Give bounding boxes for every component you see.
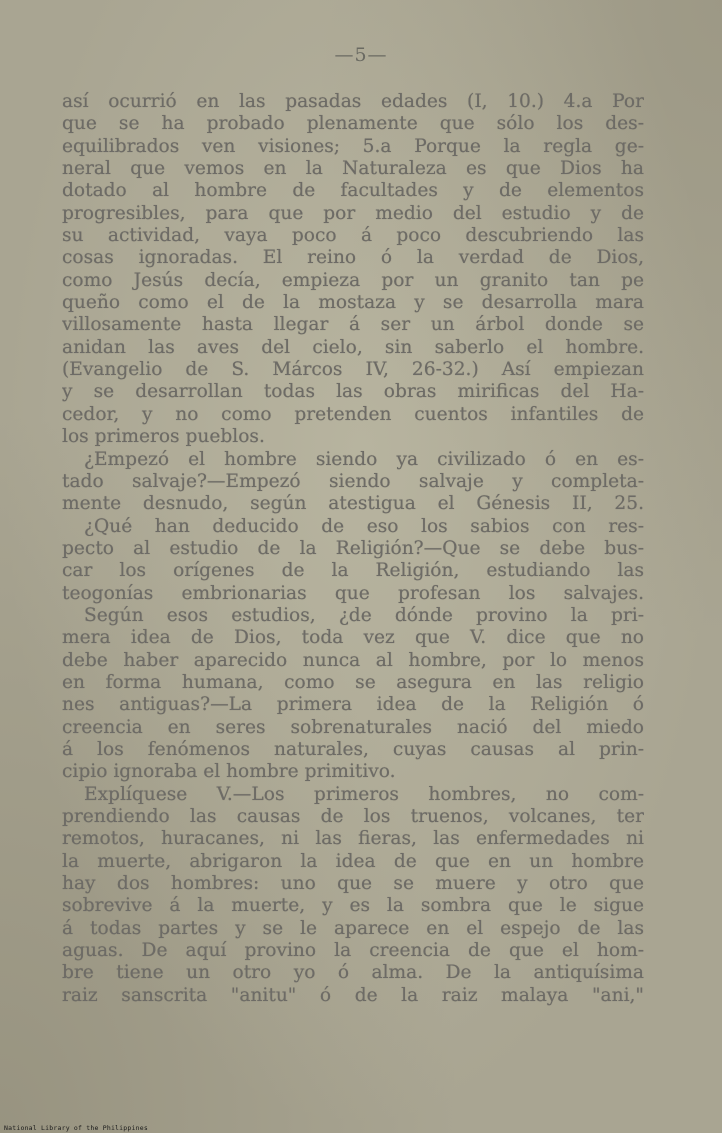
- text-line: dotado al hombre de facultades y de elementos: [62, 180, 644, 202]
- text-line: progresibles, para que por medio del estudio y de: [62, 202, 644, 224]
- text-line: neral que vemos en la Naturaleza es que Dios ha: [62, 158, 644, 180]
- text-line: á todas partes y se le aparece en el espejo de las: [62, 917, 644, 939]
- text-line: en forma humana, como se asegura en las religio: [62, 671, 644, 693]
- text-line: cipio ignoraba el hombre primitivo.: [62, 761, 396, 783]
- text-line: villosamente hasta llegar á ser un árbol donde se: [62, 314, 644, 336]
- text-line: raiz sanscrita "anitu" ó de la raiz malaya "ani,": [62, 984, 644, 1006]
- text-line: tado salvaje?—Empezó siendo salvaje y completa-: [62, 470, 644, 492]
- text-line: (Evangelio de S. Márcos IV, 26-32.) Así empiezan: [62, 359, 644, 381]
- text-line: queño como el de la mostaza y se desarrolla mara: [62, 292, 644, 314]
- text-line: anidan las aves del cielo, sin saberlo el hombre.: [62, 336, 644, 358]
- text-line: debe haber aparecido nunca al hombre, por lo menos: [62, 649, 644, 671]
- text-line: la muerte, abrigaron la idea de que en un hombre: [62, 850, 644, 872]
- text-line: prendiendo las causas de los truenos, volcanes, ter: [62, 806, 644, 827]
- text-line: sobrevive á la muerte, y es la sombra que le sigue: [62, 895, 644, 917]
- text-line: ¿Empezó el hombre siendo ya civilizado ó en es-: [84, 448, 644, 470]
- text-line: hay dos hombres: uno que se muere y otro que: [62, 873, 644, 895]
- text-line: equilibrados ven visiones; 5.a Porque la regla ge-: [62, 135, 644, 157]
- text-line: y se desarrollan todas las obras mirificas del Ha-: [62, 381, 644, 403]
- text-line: que se ha probado plenamente que sólo los des-: [62, 113, 644, 135]
- text-line: teogonías embrionarias que profesan los salvajes.: [62, 582, 644, 604]
- text-line: como Jesús decía, empieza por un granito tan pe: [62, 269, 644, 291]
- text-line: Según esos estudios, ¿de dónde provino la pri-: [84, 604, 644, 626]
- text-line: á los fenómenos naturales, cuyas causas al prin-: [62, 738, 644, 760]
- body-text: [62, 91, 644, 1007]
- text-line: bre tiene un otro yo ó alma. De la antiquísima: [62, 962, 644, 984]
- text-line: car los orígenes de la Religión, estudiando las: [62, 560, 644, 582]
- library-credit: National Library of the Philippines: [4, 1124, 148, 1132]
- text-line: mente desnudo, según atestigua el Génesis II, 25.: [62, 493, 644, 515]
- text-line: pecto al estudio de la Religión?—Que se debe bus-: [62, 537, 644, 559]
- page-number: —5—: [334, 44, 388, 66]
- text-line: remotos, huracanes, ni las fieras, las enfermedades ni: [62, 828, 644, 850]
- text-line: su actividad, vaya poco á poco descubriendo las: [62, 225, 644, 247]
- text-line: cedor, y no como pretenden cuentos infantiles de: [62, 403, 644, 425]
- text-line: cosas ignoradas. El reino ó la verdad de Dios,: [62, 247, 644, 269]
- text-line: nes antiguas?—La primera idea de la Religión ó: [62, 694, 644, 716]
- text-line: mera idea de Dios, toda vez que V. dice que no: [62, 627, 644, 649]
- text-line: así ocurrió en las pasadas edades (I, 10.) 4.a Por: [62, 91, 644, 112]
- text-line: Explíquese V.—Los primeros hombres, no com-: [84, 783, 644, 805]
- text-line: ¿Qué han deducido de eso los sabios con res-: [84, 515, 644, 537]
- text-line: los primeros pueblos.: [62, 426, 265, 448]
- text-line: creencia en seres sobrenaturales nació del miedo: [62, 716, 644, 738]
- text-line: aguas. De aquí provino la creencia de que el hom-: [62, 940, 644, 962]
